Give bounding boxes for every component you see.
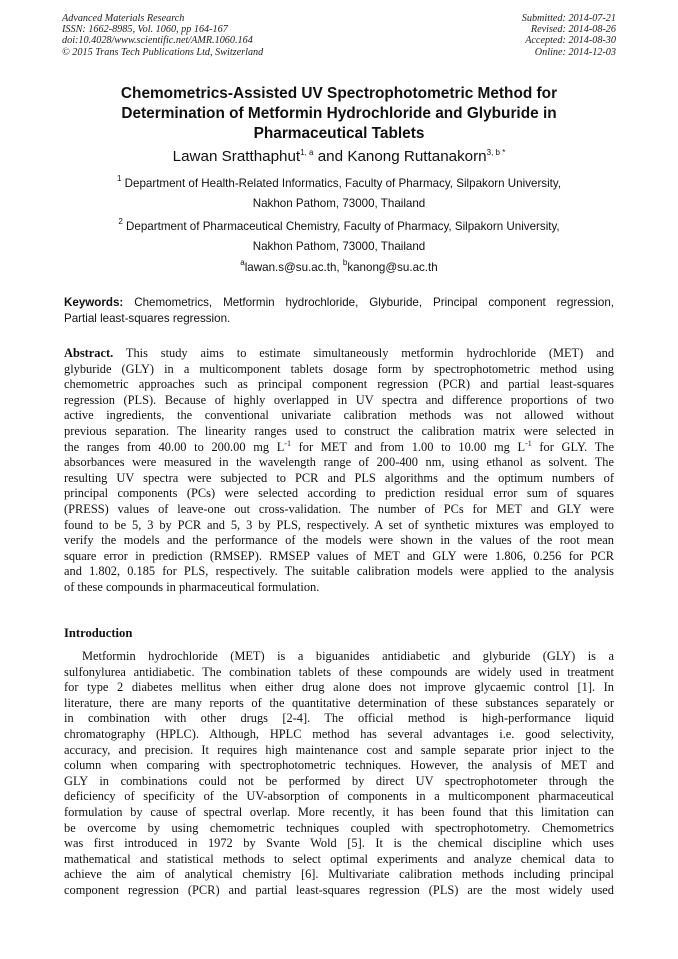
abstract-line: square error in prediction (RMSEP). RMSEP values of MET and GLY were 1.806, 0.256 for PCR [64,548,614,563]
author-list [60,147,618,167]
unit-exponent: -1 [284,438,291,448]
keywords-text: Partial least-squares regression. [64,311,231,325]
section-heading: Introduction [64,626,133,640]
abstract-text: This study aims to estimate simultaneously metformin hydrochloride (MET) and [125,346,615,360]
affiliation [60,174,618,214]
abstract-line: previous separation. The linearity ranges used to construct the calibration matrix were selected in [64,423,614,438]
author-conjunction: and [317,148,344,165]
abstract-line: chemometric approaches such as principal component regression (PCR) and partial least-squares [64,377,614,392]
abstract-line: resulting UV spectra were subjected to PCR and PLS algorithms and the optimum numbers of [64,470,614,485]
revised-date: Revised: 2014-08-26 [530,24,616,36]
title-line: Determination of Metformin Hydrochloride and Glyburide in [121,105,557,122]
keywords-text: Chemometrics, Metformin hydrochloride, Glyburide, Principal component regression, [134,296,614,309]
title-line: Chemometrics-Assisted UV Spectrophotometric Method for [120,85,558,102]
abstract-line [64,440,614,456]
journal-copyright: © 2015 Trans Tech Publications Ltd, Switzerland [62,46,264,58]
paragraph-line: sulfonylurea antidiabetic. The combination tablets of these compounds are widely used in treatment [64,664,614,679]
journal-name: Advanced Materials Research [62,13,185,24]
paper-title [60,84,618,144]
affiliation-number: 2 [118,217,123,226]
affiliation-number: 1 [116,174,122,183]
abstract-line: absorbances were measured in the wavelength range of 200-400 nm, using ethanol as solvent. The [64,455,614,470]
journal-issn: ISSN: 1662-8985, Vol. 1060, pp 164-167 [62,24,228,36]
abstract-line: (PRESS) values of leave-one out cross-validation. The number of PCs for MET and GLY were [64,501,614,516]
journal-doi: doi:10.4028/www.scientific.net/AMR.1060.164 [62,35,253,47]
author-email[interactable]: kanong@su.ac.th [347,261,438,274]
author-name: Lawan Sratthaphut [172,148,301,165]
author-affiliation-mark: 3, b * [486,148,506,157]
keywords-label: Keywords: [64,296,124,309]
paragraph-line: column when comparing with spectrophotometric techniques. However, the analysis of MET and [64,758,614,773]
author-affiliation-mark: 1, a [300,148,314,157]
submission-dates [522,13,616,58]
affiliation-text: Department of Pharmaceutical Chemistry, Faculty of Pharmacy, Silpakorn University, [126,220,560,233]
abstract-line: glyburide (GLY) in a multicomponent tablets dosage form by spectrophotometric method using [64,361,614,376]
email-mark: b [342,258,348,267]
abstract-line: principal components (PCs) were selected according to prediction residual error sum of squares [64,486,614,501]
paragraph-line: literature, there are many reports of the quantitative determination of these substances separately or [64,695,614,710]
abstract-section [64,346,614,596]
paragraph-line: component regression (PCR) and partial least-squares regression (PLS) are the most widely used [64,882,614,897]
abstract-line: of these compounds in pharmaceutical formulation. [64,579,320,594]
keywords-section [64,295,614,326]
abstract-line: verify the models and the performance of the models were shown in the values of the root mean [64,533,614,548]
paragraph-line: GLY in combinations could not be performed by direct UV spectrophotometer through the [64,773,614,788]
paragraph-line: mathematical and statistical methods to select optimal experiments and analyze chemical data to [64,851,614,866]
paragraph-line: achieve the aim of analytical chemistry [6]. Multivariate calibration methods including principal [64,867,614,882]
paragraph-line: be overcome by using chemometric techniques coupled with spectrophotometry. Chemometrics [64,820,614,835]
submitted-date: Submitted: 2014-07-21 [521,13,616,24]
online-date: Online: 2014-12-03 [534,46,616,58]
affiliation-text: Department of Health-Related Informatics, Faculty of Pharmacy, Silpakorn University, [124,177,562,190]
journal-info [62,13,263,58]
paragraph-line: chromatography (HPLC). Although, HPLC method has several advantages i.e. good selectivity, [64,726,614,741]
abstract-line: regression (PLS). Because of highly overlapped in UV spectra and difference proportions of two [64,392,614,407]
abstract-text: for GLY. The [531,439,614,454]
abstract-line: active ingredients, the conventional univariate calibration methods was not allowed without [64,408,614,423]
paragraph-line: Metformin hydrochloride (MET) is a biguanides antidiabetic and glyburide (GLY) is a [82,649,614,663]
affiliation-text: Nakhon Pathom, 73000, Thailand [252,240,426,253]
author-email[interactable]: lawan.s@su.ac.th, [244,261,340,274]
paragraph-line: deficiency of specificity of the UV-absorption of components in a multicomponent pharmaceutical [64,789,614,804]
paragraph-line: was first introduced in 1972 by Svante Wold [5]. It is the chemical discipline which uses [64,836,614,851]
paragraph-line: for type 2 diabetes mellitus when either drug alone does not improve glycaemic control [1]. In [64,680,614,695]
paragraph-line: formulation by cause of spectral overlap. More recently, it has been found that this limitation can [64,804,614,819]
email-mark: a [240,258,245,267]
abstract-text: the ranges from 40.00 to 200.00 mg L [64,439,285,454]
affiliation-text: Nakhon Pathom, 73000, Thailand [252,197,426,210]
paragraph-line: in combination with other drugs [2-4]. The official method is high-performance liquid [64,711,614,726]
paragraph-line: accuracy, and precision. It requires high maintenance cost and sample separate prior inject to the [64,742,614,757]
affiliation [60,217,618,257]
title-line: Pharmaceutical Tablets [253,125,425,142]
abstract-text: for MET and from 1.00 to 10.00 mg L [290,439,526,454]
abstract-line: found to be 5, 3 by PCR and 5, 3 by PLS, respectively. A set of synthetic mixtures was employed to [64,517,614,532]
author-name: Kanong Ruttanakorn [347,148,487,165]
unit-exponent: -1 [525,438,532,448]
abstract-label: Abstract. [64,346,114,360]
introduction-section [64,649,614,899]
author-emails [60,260,618,276]
abstract-line: and 1.802, 0.185 for PLS, respectively. The suitable calibration models were applied to the analysis [64,564,614,579]
accepted-date: Accepted: 2014-08-30 [525,35,616,47]
